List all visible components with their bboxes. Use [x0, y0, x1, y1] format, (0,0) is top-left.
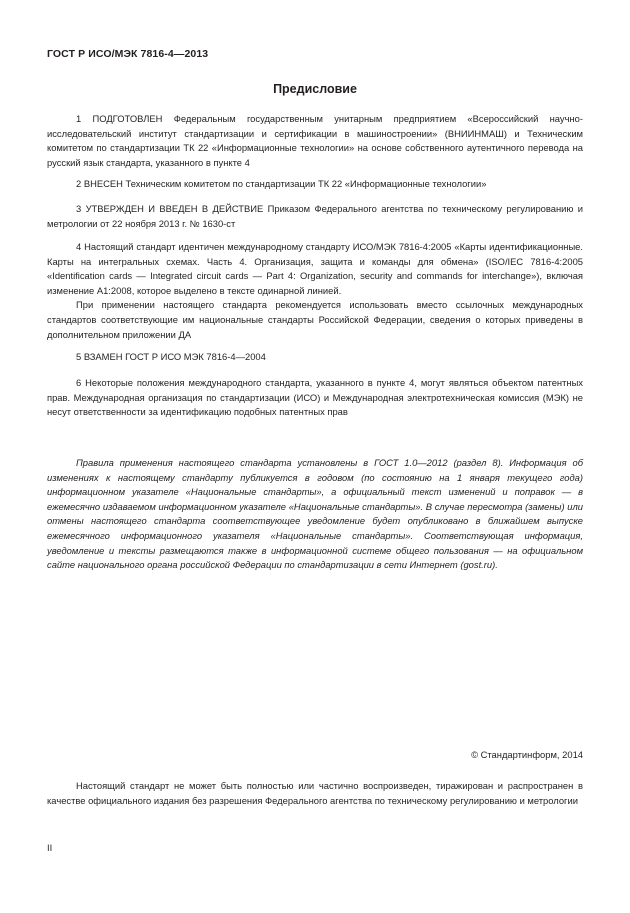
application-rules-note [47, 456, 583, 573]
page-number: II [47, 842, 53, 853]
reproduction-notice: Настоящий стандарт не может быть полностью или частично воспроизведен, тиражирован и распространен в качестве официального издания без разрешения Федерального агентства по техническому регулированию и метрологии [47, 780, 583, 806]
paragraph-2-block [47, 177, 583, 192]
paragraph-1-block [47, 112, 583, 170]
document-header: ГОСТ Р ИСО/МЭК 7816-4—2013 [47, 48, 209, 60]
paragraph-introduced: 2 ВНЕСЕН Техническим комитетом по стандартизации ТК 22 «Информационные технологии» [76, 178, 487, 189]
copyright-notice: © Стандартинформ, 2014 [471, 749, 583, 760]
paragraph-prepared: 1 ПОДГОТОВЛЕН Федеральным государственным унитарным предприятием «Всероссийский научно-исследовательский институт стандартизации и сертификации в машиностроении» (ВНИИНМАШ) и Техническим комитетом по стандартизации ТК 22 «Информационные технологии» на основе собственного аутентичного перевода на русский язык стандарта, указанного в пункте 4 [47, 113, 583, 168]
paragraph-identical: 4 Настоящий стандарт идентичен международному стандарту ИСО/МЭК 7816-4:2005 «Карты идентификационные. Карты на интегральных схемах. Часть 4. Организация, защита и команды для обмена» (ISO/IEC 7816-4:2005 «Identification cards — Integrated circuit cards — Part 4: Organization, security and commands for interchange»), включая изменение А1:2008, которое выделено в тексте одинарной линией. [47, 241, 583, 296]
section-title: Предисловие [273, 82, 357, 96]
paragraph-5-block [47, 350, 583, 365]
reproduction-notice-block [47, 779, 583, 808]
application-rules-text: Правила применения настоящего стандарта установлены в ГОСТ 1.0—2012 (раздел 8). Информация об изменениях к настоящему стандарту публикуется в годовом (по состоянию на 1 января текущего года) информационном указателе «Национальные стандарты», а официальный текст изменений и поправок — в ежемесячно издаваемом информационном указателе «Национальные стандарты». В случае пересмотра (замены) или отмены настоящего стандарта соответствующее уведомление будет опубликовано в ближайшем выпуске ежемесячного информационного указателя «Национальные стандарты». Соответствующая информация, уведомление и тексты размещаются также в информационной системе общего пользования — на официальном сайте национального органа российской Федерации по стандартизации в сети Интернет (gost.ru). [47, 457, 583, 571]
paragraph-6-block [47, 376, 583, 420]
paragraph-3-block [47, 202, 583, 231]
paragraph-4-block [47, 240, 583, 342]
paragraph-patents: 6 Некоторые положения международного стандарта, указанного в пункте 4, могут являться объектом патентных прав. Международная организация по стандартизации (ИСО) и Международная электротехническая комиссия (МЭК) не несут ответственности за идентификацию подобных патентных прав [47, 377, 583, 418]
paragraph-replaces: 5 ВЗАМЕН ГОСТ Р ИСО МЭК 7816-4—2004 [76, 351, 266, 362]
paragraph-approved: 3 УТВЕРЖДЕН И ВВЕДЕН В ДЕЙСТВИЕ Приказом Федерального агентства по техническому регулированию и метрологии от 22 ноября 2013 г. № 1630-ст [47, 203, 583, 229]
paragraph-references: При применении настоящего стандарта рекомендуется использовать вместо ссылочных международных стандартов соответствующие им национальные стандарты Российской Федерации, сведения о которых приведены в дополнительном приложении ДА [47, 299, 583, 340]
